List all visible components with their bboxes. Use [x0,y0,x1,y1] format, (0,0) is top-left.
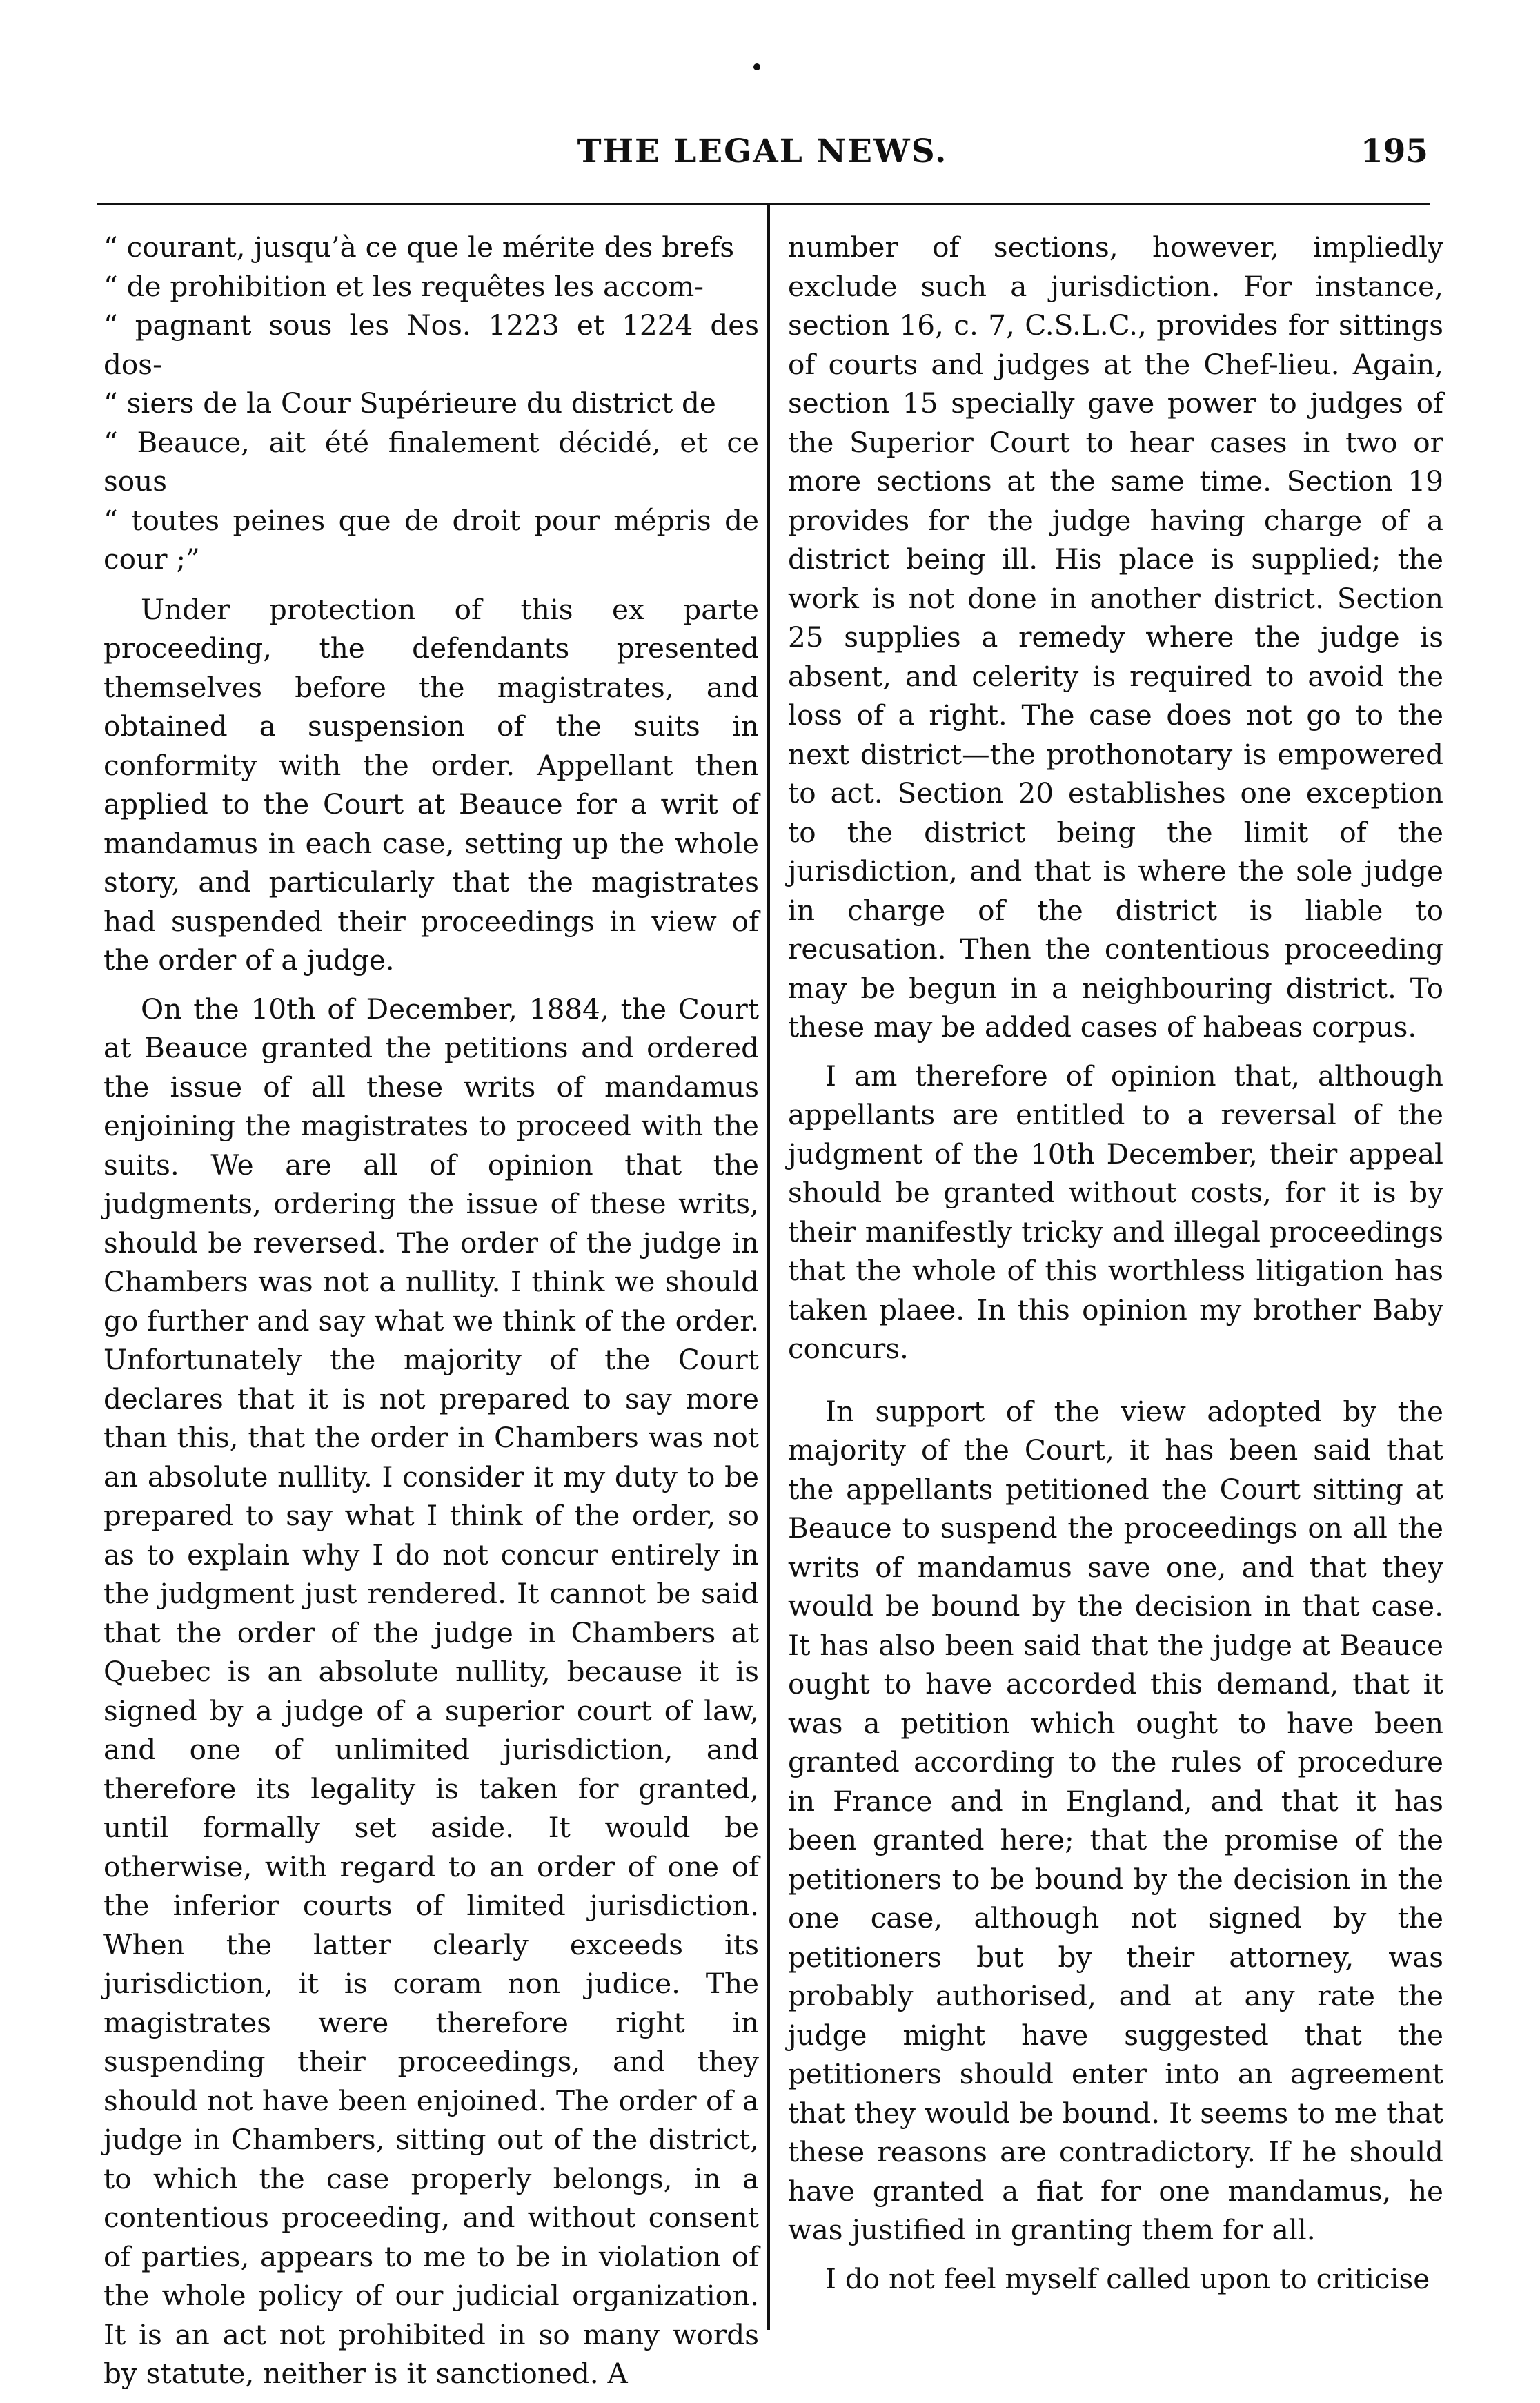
french-quotation [103,228,759,579]
paragraph: Under protection of this ex parte proceeding, the defendants presented themselves before the magistrates, and obtained a suspension of the suits in conformity with the order. Appellant then applied to the Court at Beauce for a writ of mandamus in each case, setting up the whole story, and particularly that the magistrates had suspended their proceedings in view of the order of a judge. [103,592,759,977]
paragraph: On the 10th of December, 1884, the Court at Beauce granted the petitions and ordered the issue of all these writs of mandamus enjoining the magistrates to proceed with the suits. We are all of opinion that the judgments, ordering the issue of these writs, should be reversed. The order of the judge in Chambers was not a nullity. I think we should go further and say what we think of the order. Unfortunately the majority of the Court declares that it is not prepared to say more than this, that the order in Chambers was not an absolute nullity. I consider it my duty to be prepared to say what I think of the order, so as to explain why I do not concur entirely in the judgment just rendered. It cannot be said that the order of the judge in Chambers at Quebec is an absolute nullity, because it is signed by a judge of a superior court of law, and one of unlimited jurisdiction, and therefore its legality is taken for granted, until formally set aside. It would be otherwise, with regard to an order of one of the inferior courts of limited jurisdiction. When the latter clearly exceeds its jurisdiction, it is coram non judice. The magistrates were therefore right in suspending their proceedings, and they should not have been enjoined. The order of a judge in Chambers, sitting out of the district, to which the case properly belongs, in a contentious proceeding, and without consent of parties, appears to me to be in violation of the whole policy of our judicial organization. It is an act not prohibited in so many words by statute, neither is it sanctioned. A [103,992,759,2390]
left-column [103,228,759,2403]
paragraph: number of sections, however, impliedly exclude such a jurisdiction. For instance, section 16, c. 7, C.S.L.C., provides for sittings of courts and judges at the Chef-lieu. Again, section 15 specially gave power to judges of the Superior Court to hear cases in two or more sections at the same time. Section 19 provides for the judge having charge of a district being ill. His place is supplied; the work is not done in another district. Section 25 supplies a remedy where the judge is absent, and celerity is required to avoid the loss of a right. The case does not go to the next district—the prothonotary is empowered to act. Section 20 establishes one exception to the district being the limit of the jurisdiction, and that is where the sole judge in charge of the district is liable to recusation. Then the contentious proceeding may be begun in a neighbouring district. To these may be added cases of habeas corpus. [788,231,1443,1043]
quote-line: “ courant, jusqu’à ce que le mérite des brefs [103,231,735,264]
quote-line: “ siers de la Cour Supérieure du district de [103,386,716,420]
quote-line: “ de prohibition et les requêtes les accom- [103,269,704,303]
quote-line: “ toutes peines que de droit pour mépris de cour ;” [103,503,759,576]
paragraph: I am therefore of opinion that, although appellants are entitled to a reversal of the judgment of the 10th December, their appeal should be granted without costs, for it is by their manifestly tricky and illegal proceedings that the whole of this worthless litigation has taken plaee. In this opinion my brother Baby concurs. [788,1059,1443,1365]
right-column [788,228,1443,2308]
quote-line: “ pagnant sous les Nos. 1223 et 1224 des dos- [103,308,759,381]
ink-dot [753,63,760,70]
quote-line: “ Beauce, ait été finalement décidé, et ce sous [103,425,759,498]
header-rule [97,203,1430,205]
running-title: THE LEGAL NEWS. [577,133,948,170]
page-header [97,133,1428,188]
paragraph: In support of the view adopted by the majority of the Court, it has been said that the appellants petitioned the Court sitting at Beauce to suspend the proceedings on all the writs of mandamus save one, and that they would be bound by the decision in that case. It has also been said that the judge at Beauce ought to have accorded this demand, that it was a petition which ought to have been granted according to the rules of procedure in France and in England, and that it has been granted here; that the promise of the petitioners to be bound by the decision in the one case, although not signed by the petitioners but by their attorney, was probably authorised, and at any rate the judge might have suggested that the petitioners should enter into an agreement that they would be bound. It seems to me that these reasons are contradictory. If he should have granted a fiat for one mandamus, he was justified in granting them for all. [788,1394,1443,2246]
paragraph: I do not feel myself called upon to criticise [825,2262,1430,2295]
column-divider [767,204,770,2330]
page-number: 195 [1360,133,1428,170]
